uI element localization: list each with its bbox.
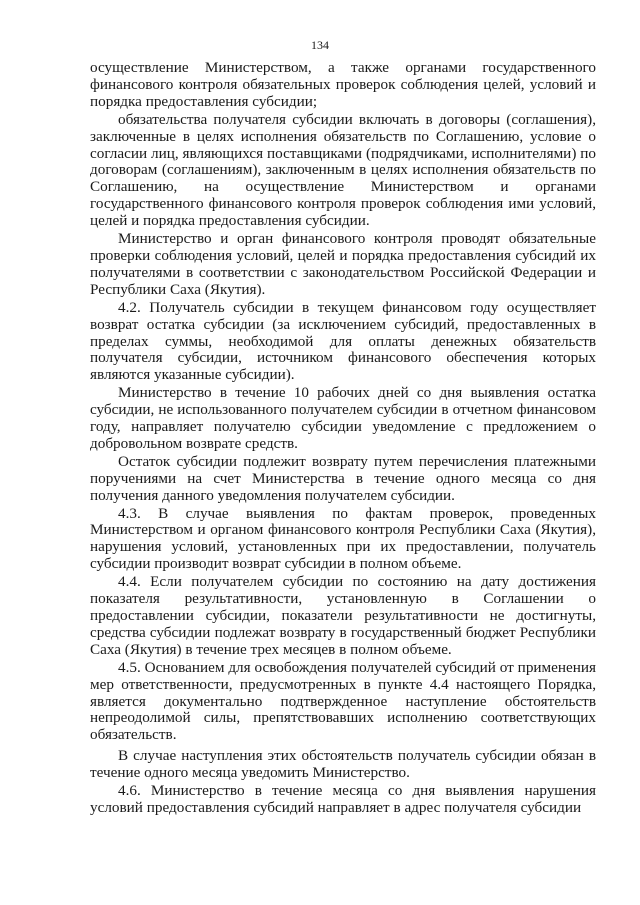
paragraph: 4.3. В случае выявления по фактам проверок, проведенных Министерством и органом финансового контроля Республики Саха (Якутия), нарушения условий, установленных при их предоставлении, получатель субсидии производит возврат субсидии в полном объеме. bbox=[90, 504, 596, 573]
paragraph: Остаток субсидии подлежит возврату путем перечисления платежными поручениями на счет Министерства в течение одного месяца со дня получения данного уведомления получателем субсидии. bbox=[90, 452, 596, 504]
document-body bbox=[90, 60, 596, 817]
page-number: 134 bbox=[311, 38, 329, 52]
paragraph: 4.4. Если получателем субсидии по состоянию на дату достижения показателя результативности, установленную в Соглашении о предоставлении субсидии, показатели результативности не достигнуты, средства субсидии подлежат возврату в государственный бюджет Республики Саха (Якутия) в течение трех месяцев в полном объеме. bbox=[90, 573, 596, 658]
paragraph: 4.5. Основанием для освобождения получателей субсидий от применения мер ответственности, предусмотренных в пункте 4.4 настоящего Порядка, является документально подтвержденное наступление обстоятельств непреодолимой силы, препятствовавших исполнению соответствующих обязательств. bbox=[90, 658, 596, 744]
paragraph: Министерство в течение 10 рабочих дней со дня выявления остатка субсидии, не использованного получателем субсидии в отчетном финансовом году, направляет получателю субсидии уведомление с предложением о добровольном возврате средств. bbox=[90, 384, 596, 452]
paragraph: осуществление Министерством, а также органами государственного финансового контроля обязательных проверок соблюдения целей, условий и порядка предоставления субсидии; bbox=[90, 59, 596, 110]
paragraph: Министерство и орган финансового контроля проводят обязательные проверки соблюдения условий, целей и порядка предоставления субсидий их получателями в соответствии с законодательством Российской Федерации и Республики Саха (Якутия). bbox=[90, 230, 596, 298]
paragraph: В случае наступления этих обстоятельств получатель субсидии обязан в течение одного месяца уведомить Министерство. bbox=[90, 747, 596, 782]
paragraph: 4.2. Получатель субсидии в текущем финансовом году осуществляет возврат остатка субсидии (за исключением субсидий, предоставленных в пределах суммы, необходимой для оплаты денежных обязательств получателя субсидии, источником финансового обеспечения которых являются указанные субсидии). bbox=[90, 298, 596, 384]
paragraph: обязательства получателя субсидии включать в договоры (соглашения), заключенные в целях исполнения обязательств по Соглашению, условие о согласии лиц, являющихся поставщиками (подрядчиками, исполнителями) по договорам (соглашениям), заключенным в целях исполнения обязательств по Соглашению, на осуществление Министерством и органами государственного финансового контроля проверок соблюдения ими условий, целей и порядка предоставления субсидии. bbox=[90, 110, 596, 230]
paragraph: 4.6. Министерство в течение месяца со дня выявления нарушения условий предоставления субсидий направляет в адрес получателя субсидии bbox=[90, 782, 596, 816]
